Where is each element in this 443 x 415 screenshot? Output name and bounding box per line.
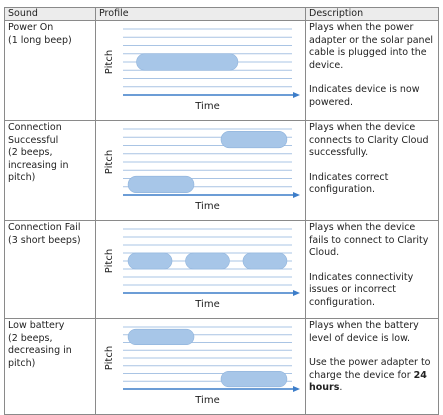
header-row bbox=[5, 8, 439, 21]
time-axis-label: Time bbox=[195, 299, 220, 310]
beep-bar bbox=[128, 253, 172, 269]
pitch-time-diagram bbox=[96, 319, 306, 414]
time-arrow-icon bbox=[293, 386, 300, 392]
sound-detail: (1 long beep) bbox=[8, 34, 72, 46]
header-sound: Sound bbox=[5, 8, 96, 21]
description-cell bbox=[306, 221, 439, 319]
description-secondary: Indicates connectivity issues or incorrect configuration. bbox=[309, 271, 414, 308]
sound-cell bbox=[5, 121, 96, 221]
sound-detail: (2 beeps, increasing in pitch) bbox=[8, 147, 69, 183]
description-primary: Plays when the device connects to Clarity Cloud successfully. bbox=[309, 122, 429, 158]
sound-name: Low battery bbox=[8, 320, 65, 331]
beep-bar bbox=[128, 329, 194, 345]
description-cell bbox=[306, 319, 439, 415]
table-row bbox=[5, 319, 439, 415]
time-arrow-icon bbox=[293, 92, 300, 98]
description-primary: Plays when the power adapter or the solar panel cable is plugged into the device. bbox=[309, 22, 434, 71]
sound-profile-table bbox=[4, 7, 439, 415]
time-arrow-icon bbox=[293, 192, 300, 198]
description-secondary: Indicates device is now powered. bbox=[309, 84, 420, 108]
description-primary: Plays when the battery level of device is low. bbox=[309, 320, 419, 344]
sound-cell bbox=[5, 21, 96, 121]
pitch-time-diagram bbox=[96, 221, 306, 318]
pitch-time-diagram bbox=[96, 121, 306, 220]
table-row bbox=[5, 221, 439, 319]
profile-cell bbox=[96, 221, 306, 319]
table-row bbox=[5, 121, 439, 221]
sound-cell bbox=[5, 221, 96, 319]
sound-cell bbox=[5, 319, 96, 415]
pitch-time-diagram bbox=[96, 21, 306, 120]
beep-bar bbox=[243, 253, 287, 269]
header-description: Description bbox=[306, 8, 439, 21]
time-axis-label: Time bbox=[195, 101, 220, 112]
description-emphasis: 24 hours bbox=[309, 369, 427, 393]
description-text: Use the power adapter to charge the device for bbox=[309, 357, 431, 381]
profile-cell bbox=[96, 21, 306, 121]
description-text-end: . bbox=[339, 382, 343, 393]
description-secondary bbox=[309, 357, 435, 395]
profile-cell bbox=[96, 121, 306, 221]
description-cell bbox=[306, 21, 439, 121]
beep-bar bbox=[137, 54, 238, 71]
beep-bar bbox=[128, 176, 194, 193]
sound-name: Connection Fail bbox=[8, 222, 81, 233]
time-axis-label: Time bbox=[195, 201, 220, 212]
table-row bbox=[5, 21, 439, 121]
pitch-axis-label: Pitch bbox=[104, 49, 115, 75]
sound-name: Connection Successful bbox=[8, 122, 62, 146]
time-arrow-icon bbox=[293, 290, 300, 296]
pitch-axis-label: Pitch bbox=[104, 345, 115, 371]
description-primary: Plays when the device fails to connect to Clarity Cloud. bbox=[309, 222, 429, 258]
description-secondary: Indicates correct configuration. bbox=[309, 171, 389, 195]
time-axis-label: Time bbox=[195, 395, 220, 406]
beep-bar bbox=[221, 131, 287, 148]
sound-name: Power On bbox=[8, 22, 54, 33]
pitch-axis-label: Pitch bbox=[104, 149, 115, 175]
sound-detail: (3 short beeps) bbox=[8, 234, 81, 246]
header-profile: Profile bbox=[96, 8, 306, 21]
beep-bar bbox=[221, 371, 287, 387]
beep-bar bbox=[186, 253, 230, 269]
description-cell bbox=[306, 121, 439, 221]
pitch-axis-label: Pitch bbox=[104, 248, 115, 274]
profile-cell bbox=[96, 319, 306, 415]
sound-detail: (2 beeps, decreasing in pitch) bbox=[8, 332, 72, 369]
